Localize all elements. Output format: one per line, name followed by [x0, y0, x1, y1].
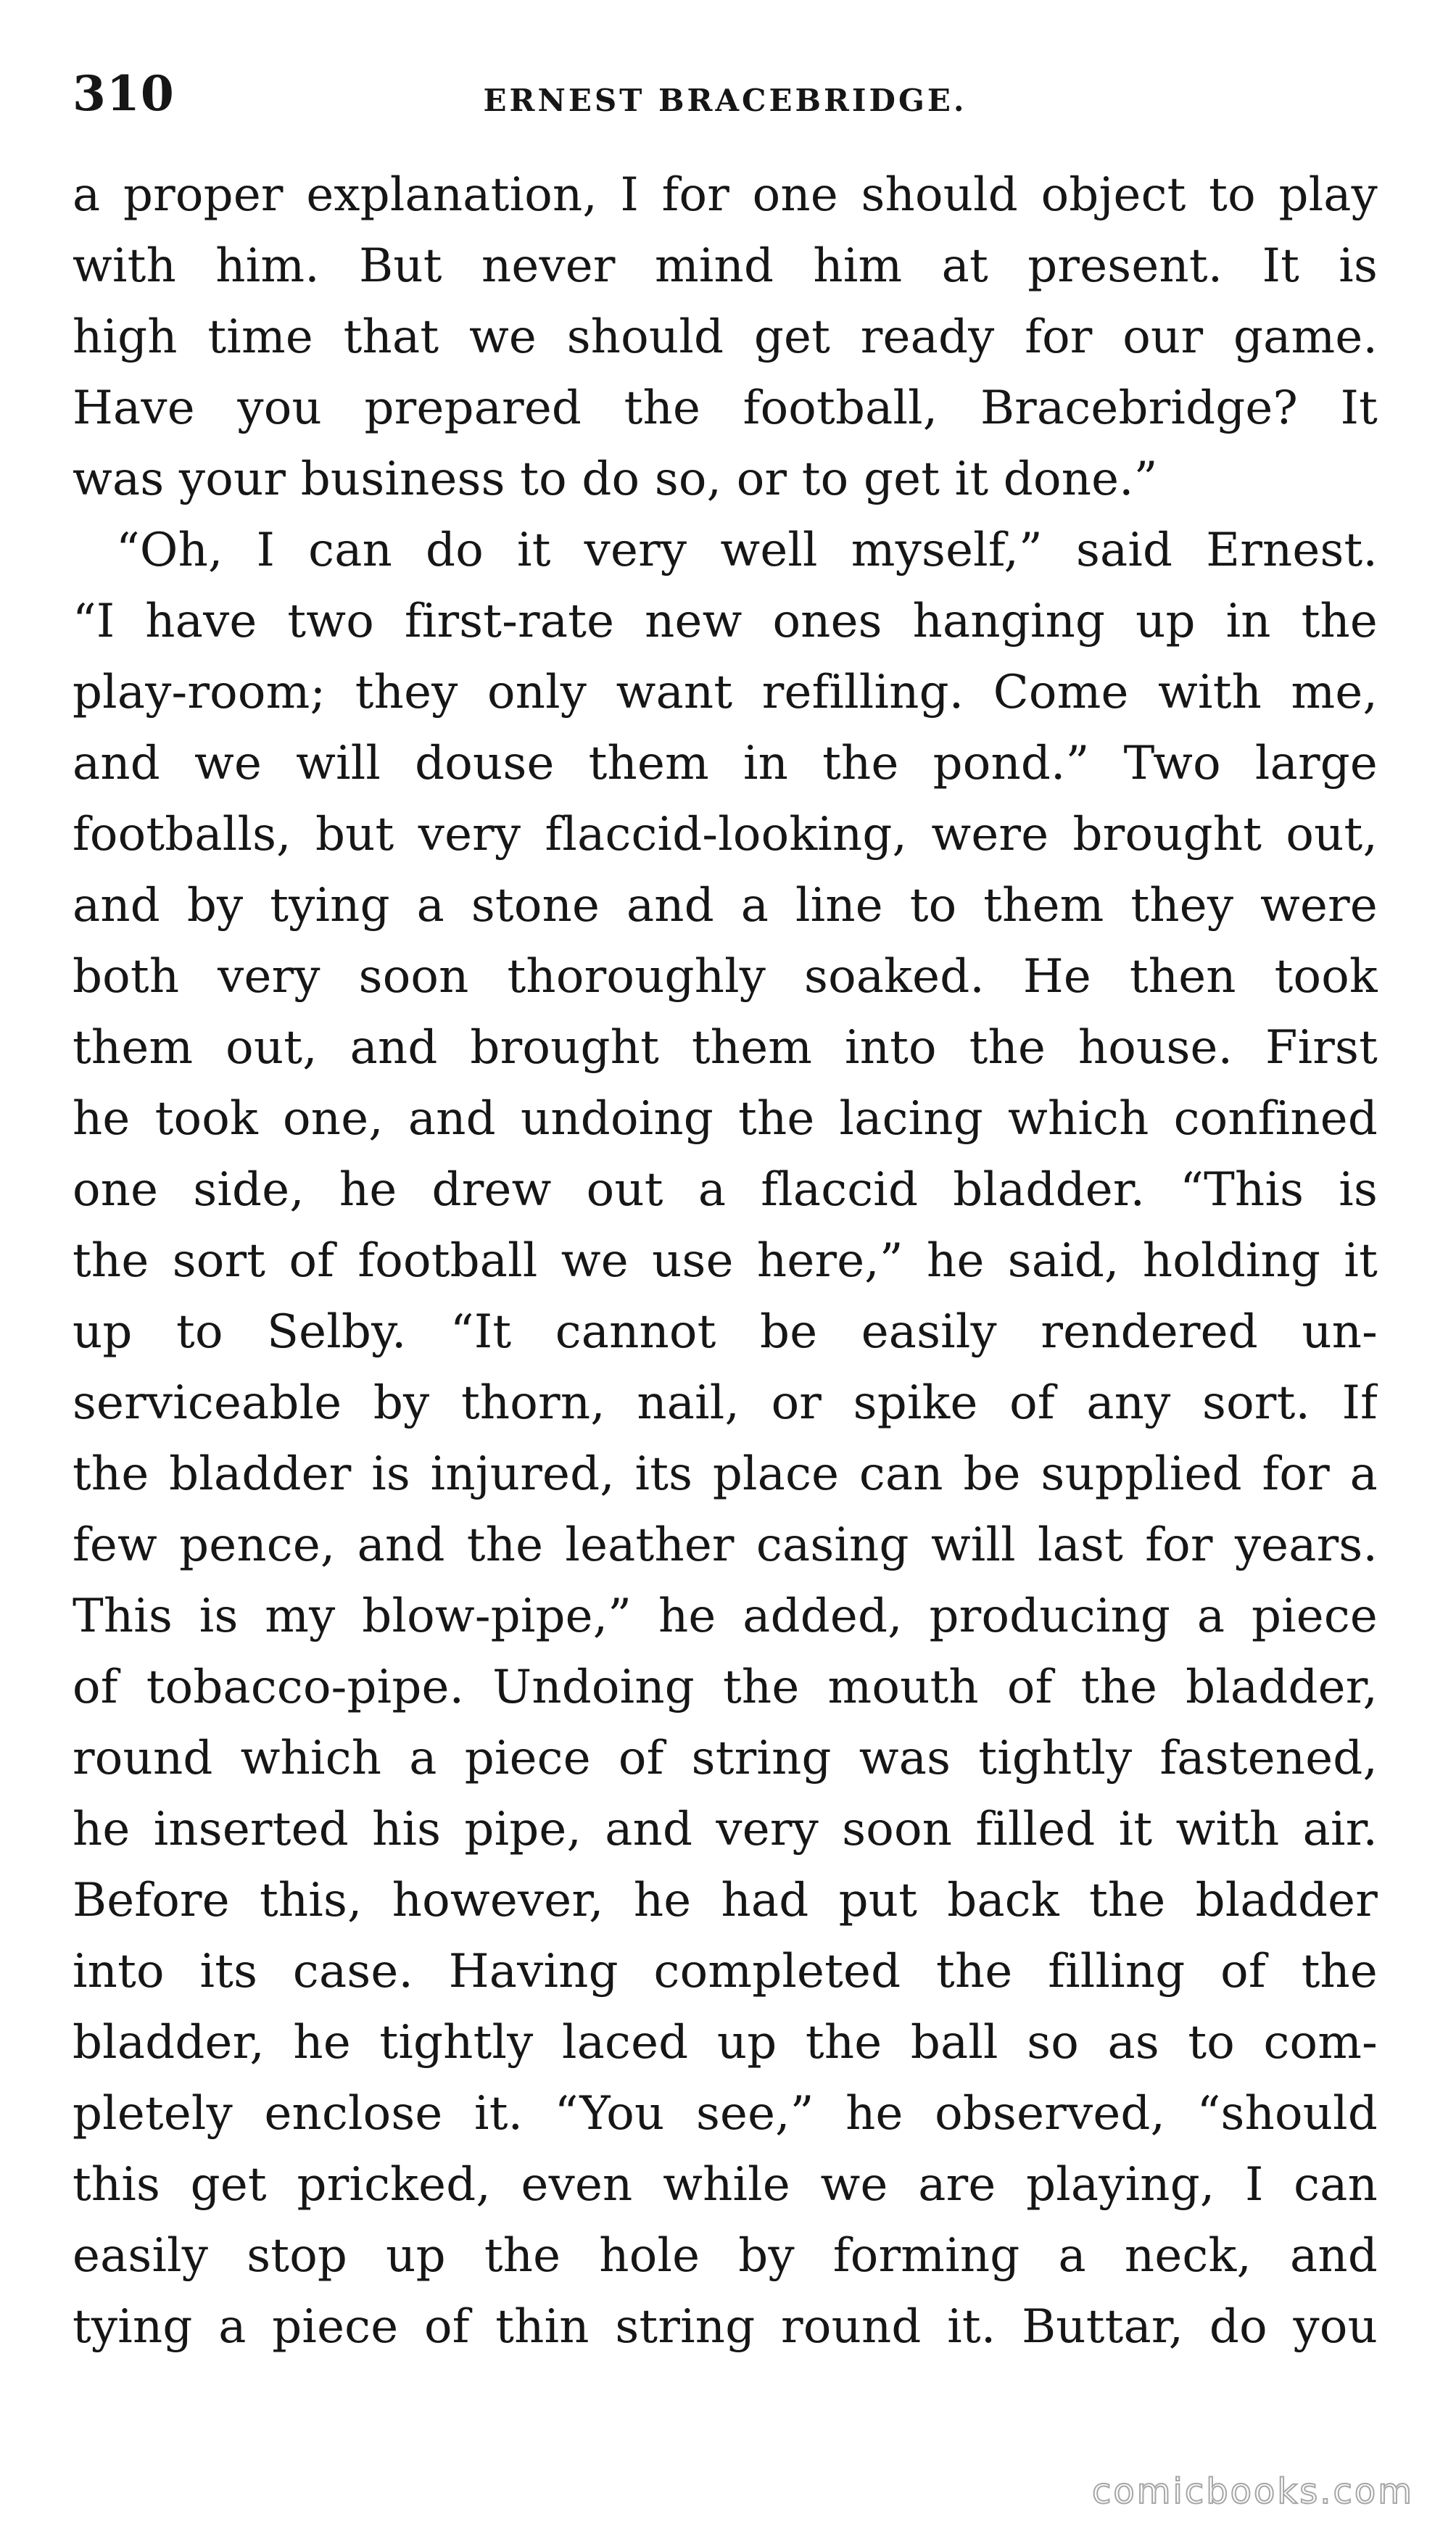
text-line: a proper explanation, I for one should object to play [73, 168, 1378, 222]
text-line: high time that we should get ready for our game. [73, 310, 1378, 364]
text-line: serviceable by thorn, nail, or spike of any sort. If [73, 1376, 1378, 1430]
text-line: the bladder is injured, its place can be supplied for a [73, 1447, 1378, 1501]
text-line: round which a piece of string was tightly fastened, [73, 1732, 1378, 1785]
text-line: this get pricked, even while we are playing, I can [73, 2158, 1378, 2212]
text-line: with him. But never mind him at present. It is [73, 239, 1378, 293]
text-line: bladder, he tightly laced up the ball so as to com- [73, 2016, 1378, 2070]
text-line: the sort of football we use here,” he said, holding it [73, 1234, 1378, 1288]
text-line: easily stop up the hole by forming a neck, and [73, 2229, 1378, 2283]
text-line: Have you prepared the football, Bracebridge? It [73, 381, 1378, 435]
page-number: 310 [73, 65, 175, 122]
text-line: Before this, however, he had put back the bladder [73, 1874, 1378, 1927]
text-line: and we will douse them in the pond.” Two large [73, 737, 1378, 790]
text-line: into its case. Having completed the filling of the [73, 1945, 1378, 1998]
text-line: of tobacco-pipe. Undoing the mouth of the bladder, [73, 1661, 1378, 1714]
text-line: “Oh, I can do it very well myself,” said Ernest. [116, 524, 1378, 577]
page-header [73, 51, 1378, 160]
text-line: “I have two first-rate new ones hanging up in the [73, 595, 1378, 648]
text-line: was your business to do so, or to get it done.” [73, 452, 1158, 506]
text-line: and by tying a stone and a line to them they were [73, 879, 1378, 933]
text-line: pletely enclose it. “You see,” he observed, “should [73, 2087, 1378, 2141]
watermark: comicbooks.com [1091, 2471, 1414, 2512]
text-line: he took one, and undoing the lacing which confined [73, 1092, 1378, 1146]
text-line: both very soon thoroughly soaked. He then took [73, 950, 1378, 1004]
text-line: few pence, and the leather casing will last for years. [73, 1518, 1378, 1572]
text-line: tying a piece of thin string round it. Buttar, do you [73, 2300, 1378, 2354]
text-line: he inserted his pipe, and very soon filled it with air. [73, 1803, 1378, 1856]
text-line: play-room; they only want refilling. Come with me, [73, 666, 1378, 719]
text-line: This is my blow-pipe,” he added, producing a piece [73, 1589, 1378, 1643]
body-text [73, 160, 1378, 2362]
running-title: ERNEST BRACEBRIDGE. [483, 83, 967, 118]
text-line: footballs, but very flaccid-looking, were brought out, [73, 808, 1378, 861]
text-line: them out, and brought them into the house. First [73, 1021, 1378, 1075]
book-page [73, 51, 1378, 2444]
text-line: up to Selby. “It cannot be easily rendered un- [73, 1305, 1378, 1359]
text-line: one side, he drew out a flaccid bladder. “This is [73, 1163, 1378, 1217]
